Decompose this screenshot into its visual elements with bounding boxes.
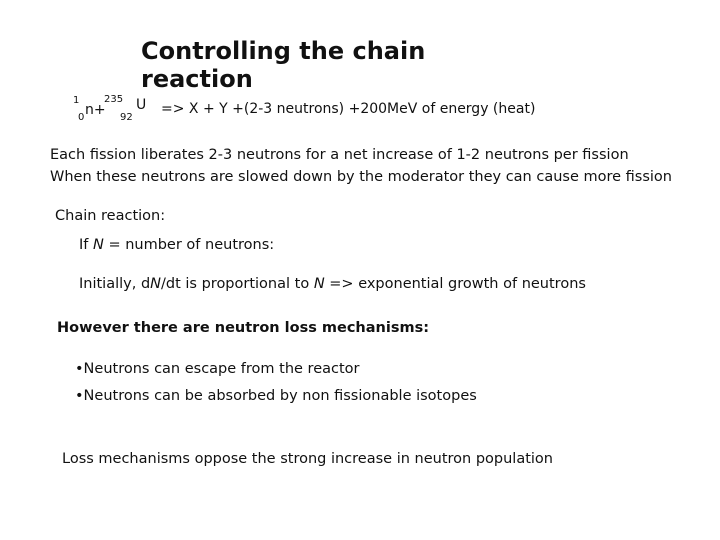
fission-neutrons-line: Each fission liberates 2-3 neutrons for a net increase of 1-2 neutrons per fission [50, 147, 629, 163]
chain-growth-mid: /dt is proportional to [161, 276, 314, 292]
variable-n: N [150, 276, 162, 292]
chain-growth-pre: Initially, d [79, 276, 151, 292]
uranium-charge-number: 92 [120, 112, 133, 123]
neutron-symbol: n+ [85, 102, 106, 118]
variable-n: N [313, 276, 325, 292]
chain-definition [79, 238, 274, 253]
neutron-mass-number: 1 [73, 95, 80, 106]
chain-definition-post: = number of neutrons: [103, 237, 275, 253]
slide-title [141, 38, 425, 93]
equation-products: => X + Y +(2-3 neutrons) +200MeV of energy (heat) [161, 101, 536, 117]
variable-n: N [93, 237, 104, 253]
loss-heading: However there are neutron loss mechanisms: [57, 320, 429, 336]
loss-bullet-absorb: •Neutrons can be absorbed by non fissionable isotopes [75, 388, 477, 404]
chain-growth [79, 277, 586, 292]
loss-conclusion: Loss mechanisms oppose the strong increase in neutron population [62, 451, 553, 467]
uranium-symbol: U [136, 97, 147, 113]
moderator-line: When these neutrons are slowed down by the moderator they can cause more fission [50, 169, 672, 185]
chain-definition-pre: If [79, 237, 93, 253]
uranium-mass-number: 235 [104, 94, 124, 105]
neutron-charge-number: 0 [78, 112, 85, 123]
chain-growth-post: => exponential growth of neutrons [324, 276, 586, 292]
loss-bullet-escape: •Neutrons can escape from the reactor [75, 361, 360, 377]
slide-title-line1: Controlling the chain [141, 37, 426, 65]
chain-reaction-heading: Chain reaction: [55, 208, 166, 224]
slide-title-line2: reaction [141, 64, 253, 93]
